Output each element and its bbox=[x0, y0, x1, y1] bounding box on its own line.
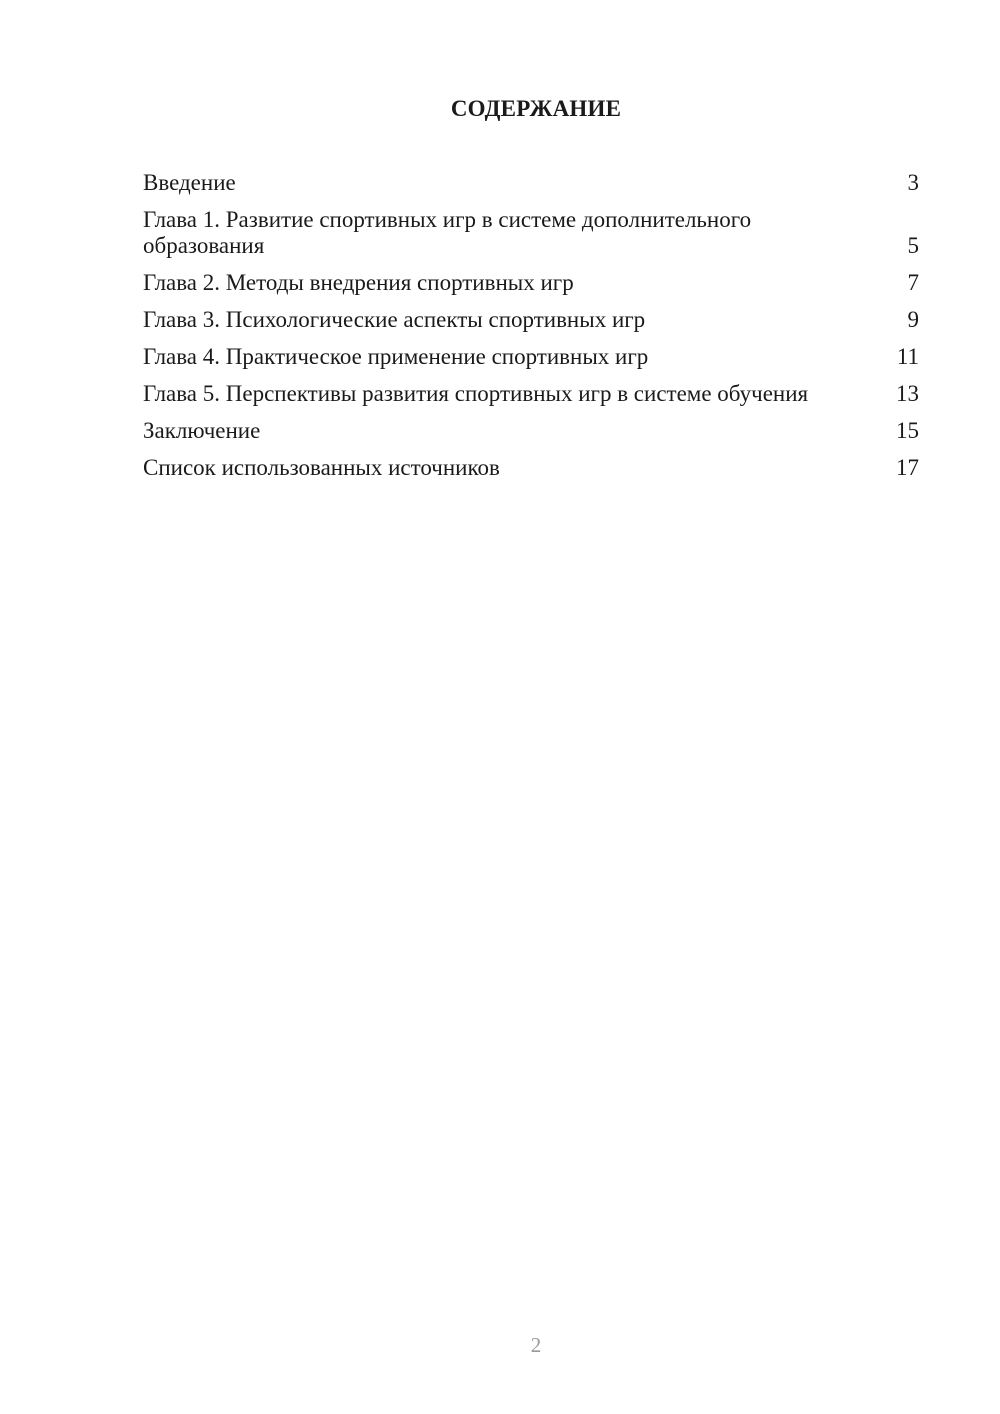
toc-entry-page: 9 bbox=[907, 307, 919, 332]
toc-entry-references bbox=[143, 455, 919, 481]
toc-entry-chapter-5 bbox=[143, 381, 919, 407]
toc-entry-page: 11 bbox=[896, 344, 919, 369]
toc-entry-page: 5 bbox=[907, 233, 919, 258]
toc-entry-label: Введение bbox=[143, 170, 236, 195]
toc-entry-label: Глава 5. Перспективы развития спортивных игр в системе обучения bbox=[143, 381, 809, 406]
toc-entry-label: Глава 4. Практическое применение спортивных игр bbox=[143, 344, 649, 369]
toc-entry-conclusion bbox=[143, 418, 919, 444]
toc-entry-chapter-3 bbox=[143, 307, 919, 333]
table-of-contents bbox=[143, 170, 919, 492]
toc-entry-introduction bbox=[143, 170, 919, 196]
toc-heading: СОДЕРЖАНИЕ bbox=[450, 96, 622, 121]
toc-entry-page: 15 bbox=[896, 418, 919, 443]
toc-entry-page: 13 bbox=[896, 381, 919, 406]
toc-entry-chapter-2 bbox=[143, 270, 919, 296]
toc-entry-label: Глава 3. Психологические аспекты спортивных игр bbox=[143, 307, 646, 332]
toc-entry-page: 17 bbox=[896, 455, 919, 480]
toc-entry-label: Список использованных источников bbox=[143, 455, 500, 480]
toc-entry-chapter-1 bbox=[143, 207, 919, 259]
page-number: 2 bbox=[530, 1333, 542, 1357]
toc-entry-chapter-4 bbox=[143, 344, 919, 370]
toc-entry-label: Глава 2. Методы внедрения спортивных игр bbox=[143, 270, 574, 295]
toc-entry-label: Глава 1. Развитие спортивных игр в системе дополнительного образования bbox=[143, 207, 752, 258]
toc-entry-label: Заключение bbox=[143, 418, 261, 443]
toc-entry-page: 3 bbox=[907, 170, 919, 195]
toc-entry-page: 7 bbox=[907, 270, 919, 295]
